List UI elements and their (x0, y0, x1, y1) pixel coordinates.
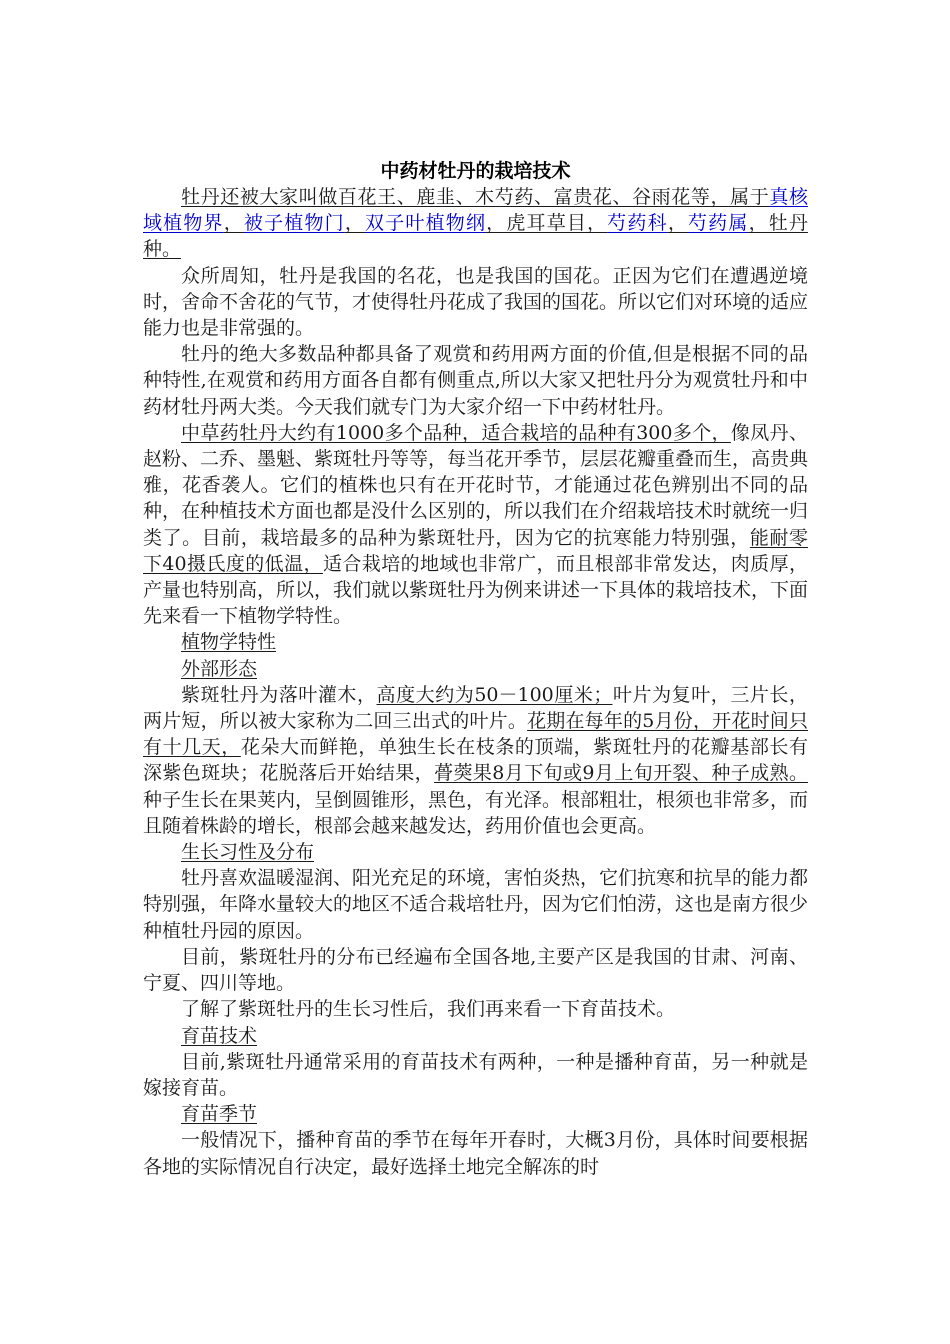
paragraph-national-flower: 众所周知，牡丹是我国的名花，也是我国的国花。正因为它们在遭遇逆境时，舍命不舍花的气节，才使得牡丹花成了我国的国花。所以它们对环境的适应能力也是非常强的。 (143, 264, 809, 340)
paragraph-season: 一般情况下，播种育苗的季节在每年开春时，大概3月份，具体时间要根据各地的实际情况自行决定，最好选择土地完全解冻的时 (143, 1129, 808, 1178)
link-paeoniaceae[interactable]: 芍药科 (607, 212, 668, 235)
paragraph-categories: 牡丹的绝大多数品种都具备了观赏和药用两方面的价值,但是根据不同的品种特性,在观赏和药用方面各自都有侧重点,所以大家又把牡丹分为观赏牡丹和中药材牡丹两大类。今天我们就专门为大家介绍一下中药材牡丹。 (143, 343, 808, 418)
paragraph-seedling: 目前,紫斑牡丹通常采用的育苗技术有两种，一种是播种育苗，另一种就是嫁接育苗。 (143, 1050, 808, 1099)
link-dicot-class[interactable]: 双子叶植物纲 (365, 212, 487, 235)
link-angiosperm-phylum[interactable]: 被子植物门 (243, 212, 345, 235)
heading-botany: 植物学特性 (181, 631, 277, 654)
paragraph-habit: 牡丹喜欢温暖湿润、阳光充足的环境，害怕炎热，它们抗寒和抗旱的能力都特别强，年降水量较大的地区不适合栽培牡丹，因为它们怕涝，这也是南方很少种植牡丹园的原因。 (143, 867, 809, 942)
heading-habit: 生长习性及分布 (181, 841, 315, 864)
heading-season: 育苗季节 (181, 1103, 258, 1126)
paragraph-distribution: 目前，紫斑牡丹的分布已经遍布全国各地,主要产区是我国的甘肃、河南、宁夏、四川等地。 (143, 945, 808, 995)
paragraph-morphology: 紫斑牡丹为落叶灌木，高度大约为50－100厘米；叶片为复叶，三片长，两片短，所以被大家称为二回三出式的叶片。花期在每年的5月份，开花时间只有十几天，花朵大而鲜艳，单独生长在枝条的顶端，紫斑牡丹的花瓣基部长有深紫色斑块；花脱落后开始结果，蓇葖果8月下旬或9月上旬开裂、种子成熟。种子生长在果荚内，呈倒圆锥形，黑色，有光泽。根部粗壮，根须也非常多，而且随着株龄的增长，根部会越来越发达，药用价值也会更高。 (143, 683, 809, 837)
paragraph-intro: 牡丹还被大家叫做百花王、鹿韭、木芍药、富贵花、谷雨花等，属于真核域植物界，被子植物门，双子叶植物纲，虎耳草目，芍药科，芍药属，牡丹种。 (143, 186, 808, 261)
link-eukaryote-plant-kingdom[interactable]: 真核域植物界 (143, 186, 808, 235)
document-title: 中药材牡丹的栽培技术 (380, 160, 571, 182)
document-page (143, 158, 808, 1180)
link-paeonia[interactable]: 芍药属 (688, 212, 749, 235)
paragraph-transition: 了解了紫斑牡丹的生长习性后，我们再来看一下育苗技术。 (181, 998, 676, 1021)
paragraph-varieties: 中草药牡丹大约有1000多个品种，适合栽培的品种有300多个，像凤丹、赵粉、二乔、墨魁、紫斑牡丹等等，每当花开季节，层层花瓣重叠而生，高贵典雅，花香袭人。它们的植株也只有在开花时节，才能通过花色辨别出不同的品种，在种植技术方面也都是没什么区别的，所以我们在介绍栽培技术时就统一归类了。目前，栽培最多的品种为紫斑牡丹，因为它的抗寒能力特别强，能耐零下40摄氏度的低温，适合栽培的地域也非常广，而且根部非常发达，肉质厚，产量也特别高，所以，我们就以紫斑牡丹为例来讲述一下具体的栽培技术，下面先来看一下植物学特性。 (143, 421, 809, 628)
heading-seedling: 育苗技术 (181, 1024, 258, 1047)
heading-morphology: 外部形态 (181, 657, 258, 680)
intro-text: 牡丹还被大家叫做百花王、鹿韭、木芍药、富贵花、谷雨花等，属于 (181, 186, 770, 208)
